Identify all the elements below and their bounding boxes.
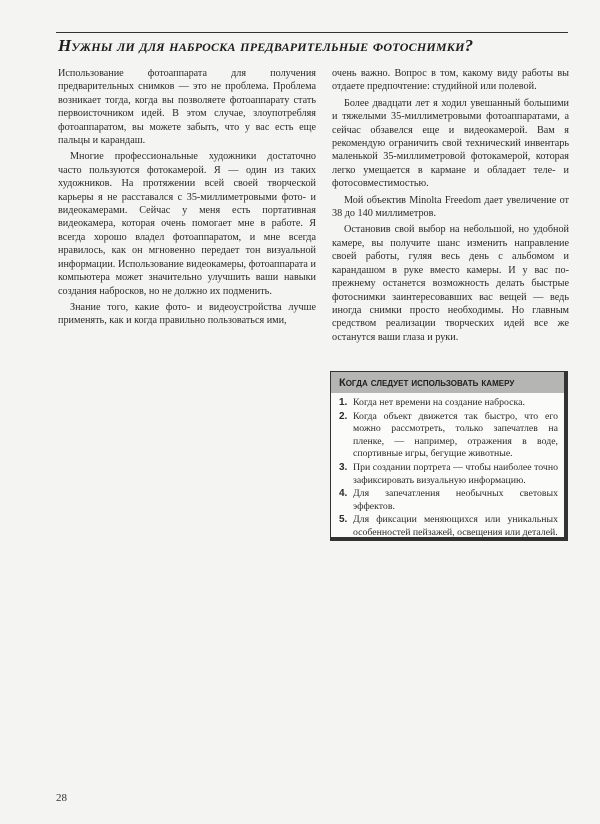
list-item (339, 488, 558, 513)
item-number: 4. (339, 488, 348, 500)
paragraph: Использование фотоаппарата для получения предварительных снимков — это не проблема. Проблема возникает тогда, когда вы позволяете фотоаппарату стать первоисточником идей. В этом случае, злоупотребляя фотоаппаратом, вы можете забыть, что у вас есть еще пальцы и карандаш. (58, 68, 316, 147)
tips-sidebar-box (330, 371, 568, 541)
tips-list (339, 397, 558, 540)
list-item (339, 397, 558, 410)
paragraph: Знание того, какие фото- и видеоустройства лучше применять, как и когда правильно пользоваться ими, (58, 301, 316, 327)
paragraph: Более двадцати лет я ходил увешанный большими и тяжелыми 35-миллиметровыми фотоаппаратами, а сейчас обзавелся еще и видеокамерой. Вам я рекомендую ограничить свой технический инвентарь маленькой 35-миллиметровой фотокамерой, которая легко умещается в кармане и обладает теле- и фотосовместимостью. (332, 97, 569, 190)
item-text: Для запечатления необычных световых эффектов. (353, 488, 558, 512)
item-number: 5. (339, 514, 348, 526)
item-text: Когда нет времени на создание наброска. (353, 397, 525, 408)
item-number: 2. (339, 410, 348, 422)
item-number: 1. (339, 397, 348, 408)
paragraph: Мой объектив Minolta Freedom дает увеличение от 38 до 140 миллиметров. (332, 194, 569, 220)
item-text: Когда объект движется так быстро, что его можно рассмотреть, только запечатлев на пленке, — например, отражения в воде, спортивные игры, бегущие животные. (353, 410, 558, 460)
sidebar-title: Когда следует использовать камеру (331, 372, 564, 393)
paragraph: очень важно. Вопрос в том, какому виду работы вы отдаете предпочтение: студийной или полевой. (332, 68, 569, 93)
left-column (58, 67, 316, 331)
section-heading: Нужны ли для наброска предварительные фотоснимки? (58, 36, 474, 55)
paragraph: Остановив свой выбор на небольшой, но удобной камере, вы получите шанс изменить направление своей работы, гуляя весь день с альбомом и карандашом в руке вместо камеры. И у вас по-прежнему останется возможность делать быстрые фотоснимки заинтересовавших вас вещей — ведь иногда снимки просто необходимы. Но главным средством реализации творческих идей все же останутся ваши глаза и руки. (332, 224, 569, 343)
page-number: 28 (56, 792, 67, 804)
heading-rule (56, 32, 568, 33)
list-item (339, 411, 558, 461)
item-text: Для фиксации меняющихся или уникальных особенностей пейзажей, освещения или деталей. (353, 514, 558, 538)
item-text: При создании портрета — чтобы наиболее точно зафиксировать визуальную информацию. (353, 461, 558, 486)
item-number: 3. (339, 461, 348, 473)
paragraph: Многие профессиональные художники достаточно часто пользуются фотокамерой. Я — один из таких художников. На протяжении всей своей творческой карьеры я не расставался с 35-миллиметровыми фото- и видеокамерами. Сейчас у меня есть портативная видеокамера, которая очень помогает мне в работе. Я всегда хорошо владел фотоаппаратом, и мне всегда нравилось, как он мгновенно передает тон визуальной информации. Использование видеокамеры, фотоаппарата и компьютера может значительно улучшить ваши навыки создания набросков, но не должно их подменить. (58, 151, 316, 297)
list-item (339, 514, 558, 539)
right-column (332, 67, 569, 347)
list-item (339, 462, 558, 487)
